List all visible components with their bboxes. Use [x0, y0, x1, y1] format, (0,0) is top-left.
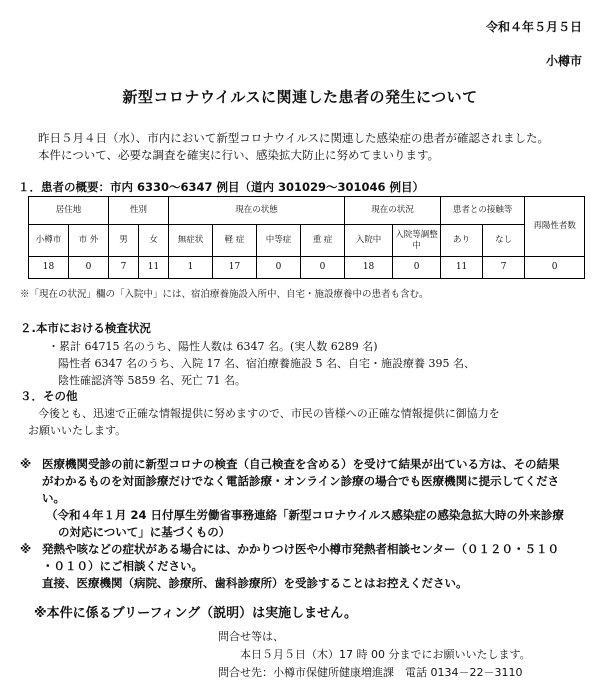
other-line: 今後とも、迅速で正確な情報提供に努めますので、市民の皆様への正確な情報提供に御協力を [38, 407, 500, 420]
intro-line: 昨日５月４日（水）、市内において新型コロナウイルスに関連した感染症の患者が確認されました。 [38, 131, 550, 145]
subheader-cell: 男 [109, 225, 139, 257]
value-cell: 0 [525, 257, 585, 279]
other-paragraph [28, 405, 500, 439]
value-cell: 11 [139, 257, 169, 279]
subheader-cell: 軽 症 [213, 225, 257, 257]
value-cell: 0 [393, 257, 441, 279]
contact-block [218, 628, 531, 682]
notice-row [20, 541, 590, 558]
other-line: お願いいたします。 [28, 424, 127, 437]
value-cell: 11 [441, 257, 483, 279]
subheader-cell: 入院等調整中 [393, 225, 441, 257]
header-condition: 現在の状態 [169, 197, 345, 225]
notice-line: 直接、医療機関（病院、診療所、歯科診療所）を受診することはお控えください。 [42, 576, 468, 590]
contact-line: 本日５月５日（木）17 時 00 分までにお願いいたします。 [240, 648, 531, 661]
subheader-cell: なし [483, 225, 525, 257]
section-1-heading: １．患者の概要：市内 6330～6347 例目（道内 301029～301046 例目） [18, 180, 425, 194]
notice-line: （令和４年１月 24 日付厚生労働省事務連絡「新型コロナウイルス感染症の感染急拡大時の外来診療 [46, 508, 564, 522]
value-cell: 7 [483, 257, 525, 279]
header-repositive: 再陽性者数 [525, 197, 585, 257]
subheader-cell: 中等症 [257, 225, 301, 257]
section-2-heading: ２.本市における検査状況 [20, 321, 151, 335]
subheader-cell: 重 症 [301, 225, 345, 257]
notice-line: の対応について」に基づくもの） [58, 525, 231, 539]
value-cell: 17 [213, 257, 257, 279]
table-group-header-row [29, 197, 585, 225]
header-status: 現在の状況 [345, 197, 441, 225]
subheader-cell: 小樽市 [29, 225, 69, 257]
intro-paragraph [38, 130, 549, 164]
value-cell: 18 [29, 257, 69, 279]
notice-block [20, 456, 590, 592]
table-subheader-row [29, 225, 585, 257]
intro-line: 本件について、必要な調査を確実に行い、感染拡大防止に努めてまいります。 [38, 148, 440, 162]
value-cell: 0 [257, 257, 301, 279]
subheader-cell: あり [441, 225, 483, 257]
briefing-notice: ※本件に係るブリーフィング（説明）は実施しません。 [34, 606, 357, 621]
notice-line: 発熱や咳などの症状がある場合には、かかりつけ医や小樽市発熱者相談センター（０１２０・５１０ [42, 542, 560, 556]
notice-row [20, 456, 590, 473]
patient-summary-table [28, 196, 585, 279]
notice-mark: ※ [20, 457, 32, 471]
release-date: 令和４年５月５日 [485, 20, 582, 34]
section-3-heading: ３．その他 [20, 389, 78, 403]
subheader-cell: 無症状 [169, 225, 213, 257]
value-cell: 0 [69, 257, 109, 279]
subheader-cell: 市 外 [69, 225, 109, 257]
testing-line: ・累計 64715 名のうち、陽性人数は 6347 名。(実人数 6289 名) [48, 340, 378, 353]
subheader-cell: 女 [139, 225, 169, 257]
header-sex: 性別 [109, 197, 169, 225]
value-cell: 7 [109, 257, 139, 279]
notice-line: い。 [42, 491, 65, 505]
testing-line: 陽性者 6347 名のうち、入院 17 名、宿泊療養施設 5 名、自宅・施設療養 395 名、 [58, 357, 475, 370]
table-footnote: ※「現在の状況」欄の「入院中」には、宿泊療養施設入所中、自宅・施設療養中の患者も含む。 [20, 289, 429, 300]
testing-line: 陰性確認済等 5859 名、死亡 71 名。 [58, 374, 246, 387]
notice-line: 医療機関受診の前に新型コロナの検査（自己検査を含める）を受けて結果が出ている方は、その結果 [42, 457, 560, 471]
header-residence: 居住地 [29, 197, 109, 225]
contact-line: 問合せ先：小樽市保健所健康増進課 電話 0134－22－3110 [218, 666, 523, 679]
page-title: 新型コロナウイルスに関連した患者の発生について [122, 88, 478, 106]
notice-mark: ※ [20, 542, 32, 556]
subheader-cell: 入院中 [345, 225, 393, 257]
value-cell: 18 [345, 257, 393, 279]
header-contact: 患者との接触等 [441, 197, 525, 225]
table-value-row [29, 257, 585, 279]
city-name: 小樽市 [545, 54, 582, 68]
value-cell: 0 [301, 257, 345, 279]
testing-status [48, 338, 475, 389]
notice-line: がわかるものを対面診療だけでなく電話診療・オンライン診療の場合でも医療機関に提示してくださ [42, 474, 560, 488]
contact-line: 問合せ等は、 [218, 630, 284, 643]
notice-line: ・０１０）にご相談ください。 [42, 559, 203, 573]
value-cell: 1 [169, 257, 213, 279]
